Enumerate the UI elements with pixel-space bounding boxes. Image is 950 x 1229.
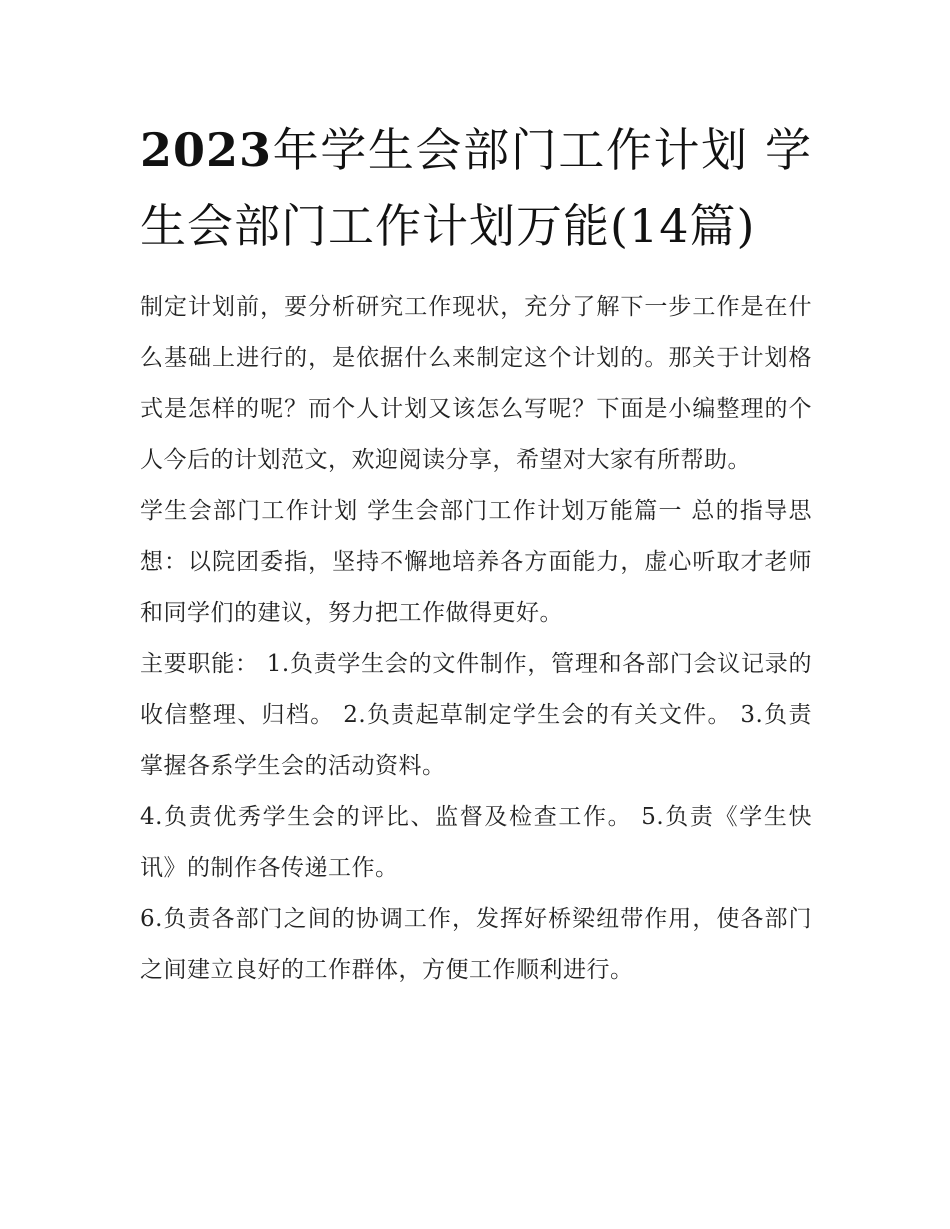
paragraph-duty-6: 6.负责各部门之间的协调工作，发挥好桥梁纽带作用，使各部门之间建立良好的工作群体，方便工作顺利进行。	[140, 906, 812, 983]
paragraph-intro: 制定计划前，要分析研究工作现状，充分了解下一步工作是在什么基础上进行的，是依据什么来制定这个计划的。那关于计划格式是怎样的呢？而个人计划又该怎么写呢？下面是小编整理的个人今后的计划范文，欢迎阅读分享，希望对大家有所帮助。	[140, 294, 812, 473]
paragraph-guiding-idea: 学生会部门工作计划 学生会部门工作计划万能篇一 总的指导思想：以院团委指，坚持不懈地培养各方面能力，虚心听取才老师和同学们的建议，努力把工作做得更好。	[140, 498, 812, 626]
title-text: 年学生会部门工作计划 学生会部门工作计划万能(14篇)	[140, 123, 812, 253]
paragraph-duties-1-3: 主要职能： 1.负责学生会的文件制作，管理和各部门会议记录的收信整理、归档。 2.负责起草制定学生会的有关文件。 3.负责掌握各系学生会的活动资料。	[140, 651, 812, 779]
paragraph-duties-4-5: 4.负责优秀学生会的评比、监督及检查工作。 5.负责《学生快讯》的制作各传递工作。	[140, 804, 812, 881]
title-year: 2023	[140, 123, 273, 177]
document-body	[140, 112, 812, 996]
document-title	[140, 112, 812, 264]
